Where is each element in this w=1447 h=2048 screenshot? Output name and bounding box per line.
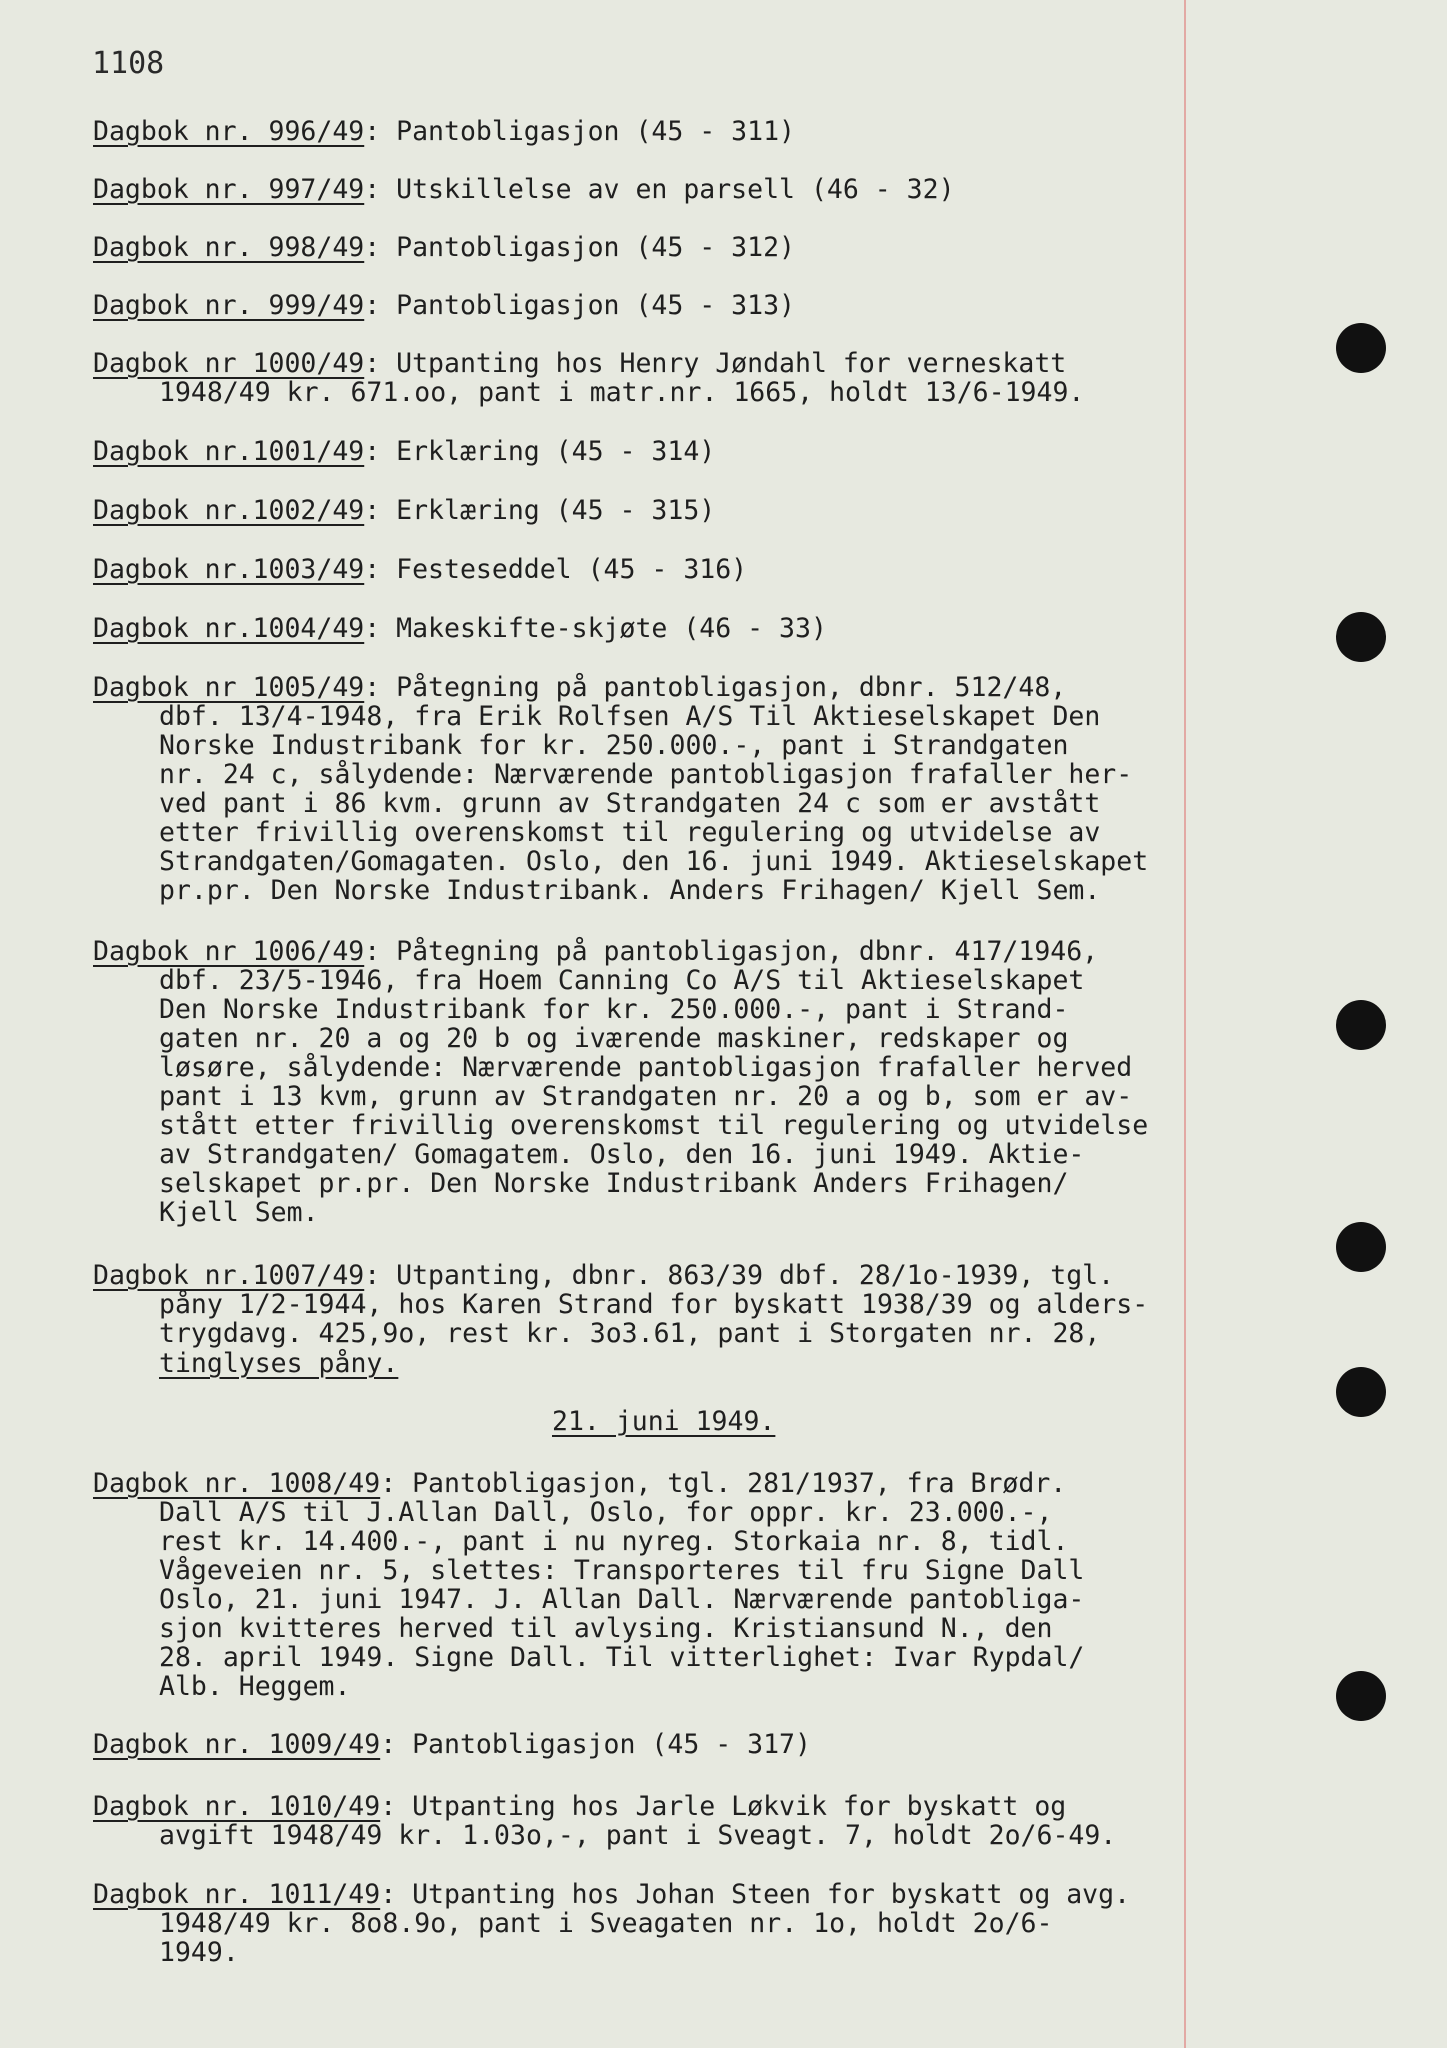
journal-entry bbox=[93, 1730, 1223, 1759]
entry-text: tinglyses pånу. bbox=[159, 1348, 399, 1379]
entry-ref: Dagbok nr. 997/49 bbox=[93, 174, 365, 205]
entry-ref: Dagbok nr.1002/49 bbox=[93, 495, 365, 526]
entry-text: Norske Industribank for kr. 250.000.-, pant i Strandgaten bbox=[159, 730, 1069, 761]
entry-text: : Festeseddel (45 - 316) bbox=[364, 554, 748, 585]
entry-text: dbf. 23/5-1946, fra Hoem Canning Co A/S til Aktieselskapet bbox=[159, 965, 1085, 996]
entry-text: : Erklæring (45 - 315) bbox=[364, 495, 716, 526]
entry-text: Vågeveien nr. 5, slettes: Transporteres til fru Signe Dall bbox=[159, 1555, 1085, 1586]
journal-entry bbox=[93, 614, 1223, 643]
entry-ref: Dagbok nr.1001/49 bbox=[93, 436, 365, 467]
entry-text: : Makeskifte-skjøte (46 - 33) bbox=[364, 613, 827, 644]
entry-text: Strandgaten/Gomagaten. Oslo, den 16. juni 1949. Aktieselskapet bbox=[159, 846, 1149, 877]
punch-hole-6 bbox=[1336, 1671, 1386, 1721]
entry-text: : Utpanting hos Henry Jøndahl for verneskatt bbox=[364, 348, 1067, 379]
entry-text: Kjell Sem. bbox=[159, 1197, 319, 1228]
journal-entry bbox=[93, 937, 1223, 1227]
journal-entry bbox=[93, 349, 1223, 407]
journal-entry bbox=[93, 1469, 1223, 1701]
entry-text: avgift 1948/49 kr. 1.03o,-, pant i Sveagt. 7, holdt 2o/6-49. bbox=[159, 1820, 1117, 1851]
entry-text: Oslo, 21. juni 1947. J. Allan Dall. Nærværende pantobliga- bbox=[159, 1584, 1085, 1615]
entry-text: nr. 24 c, sålydende: Nærværende pantobligasjon frafaller her- bbox=[159, 759, 1133, 790]
entry-text: etter frivillig overenskomst til regulering og utvidelse av bbox=[159, 817, 1101, 848]
journal-entry bbox=[93, 233, 1223, 262]
entry-text: : Utpanting hos Johan Steen for byskatt og avg. bbox=[380, 1879, 1131, 1910]
entry-text: 1949. bbox=[159, 1937, 239, 1968]
entry-ref: Dagbok nr. 998/49 bbox=[93, 232, 365, 263]
entry-text: : Påtegning på pantobligasjon, dbnr. 417/1946, bbox=[364, 936, 1099, 967]
entry-text: 1948/49 kr. 671.oo, pant i matr.nr. 1665, holdt 13/6-1949. bbox=[159, 377, 1085, 408]
entry-ref: Dagbok nr.1003/49 bbox=[93, 554, 365, 585]
entry-text: 28. april 1949. Signe Dall. Til vitterlighet: Ivar Rypdal/ bbox=[159, 1642, 1085, 1673]
entry-text: : Erklæring (45 - 314) bbox=[364, 436, 716, 467]
entry-text: selskapet pr.pr. Den Norske Industribank Anders Frihagen/ bbox=[159, 1168, 1069, 1199]
date-heading: 21. juni 1949. bbox=[552, 1406, 776, 1437]
entry-ref: Dagbok nr 1006/49 bbox=[93, 936, 365, 967]
entry-text: : Pantobligasjon (45 - 311) bbox=[364, 116, 796, 147]
punch-hole-5 bbox=[1336, 1367, 1386, 1417]
journal-entry bbox=[93, 1261, 1223, 1379]
journal-entry bbox=[93, 1792, 1223, 1850]
entry-text: trygdavg. 425,9o, rest kr. 3o3.61, pant i Storgaten nr. 28, bbox=[159, 1318, 1101, 1349]
entry-text: rest kr. 14.400.-, pant i nu nyreg. Storkaia nr. 8, tidl. bbox=[159, 1526, 1069, 1557]
journal-entry bbox=[93, 291, 1223, 320]
entry-text: 1948/49 kr. 8o8.9o, pant i Sveagaten nr. 1o, holdt 2o/6- bbox=[159, 1908, 1053, 1939]
entry-text: Dall A/S til J.Allan Dall, Oslo, for oppr. kr. 23.000.-, bbox=[159, 1497, 1053, 1528]
entry-text: gaten nr. 20 a og 20 b og iværende maskiner, redskaper og bbox=[159, 1023, 1069, 1054]
entry-text: : Pantobligasjon, tgl. 281/1937, fra Brødr. bbox=[380, 1468, 1067, 1499]
entry-ref: Dagbok nr 1005/49 bbox=[93, 672, 365, 703]
entry-text: : Utpanting, dbnr. 863/39 dbf. 28/1o-1939, tgl. bbox=[364, 1260, 1115, 1291]
journal-entry bbox=[93, 496, 1223, 525]
journal-entry bbox=[93, 673, 1223, 905]
entry-ref: Dagbok nr.1004/49 bbox=[93, 613, 365, 644]
entry-text: stått etter frivillig overenskomst til regulering og utvidelse bbox=[159, 1110, 1149, 1141]
punch-hole-2 bbox=[1336, 612, 1386, 662]
entry-ref: Dagbok nr. 996/49 bbox=[93, 116, 365, 147]
entry-text: pant i 13 kvm, grunn av Strandgaten nr. 20 a og b, som er av- bbox=[159, 1081, 1133, 1112]
entry-text: pånу 1/2-1944, hos Karen Strand for byskatt 1938/39 og alders- bbox=[159, 1289, 1149, 1320]
entry-text: av Strandgaten/ Gomagatem. Oslo, den 16. juni 1949. Aktie- bbox=[159, 1139, 1085, 1170]
entry-text: sjon kvitteres herved til avlysing. Kristiansund N., den bbox=[159, 1613, 1053, 1644]
entry-ref: Dagbok nr 1000/49 bbox=[93, 348, 365, 379]
entry-text: Den Norske Industribank for kr. 250.000.-, pant i Strand- bbox=[159, 994, 1069, 1025]
entry-text: : Utskillelse av en parsell (46 - 32) bbox=[364, 174, 955, 205]
journal-entry bbox=[93, 175, 1223, 204]
entry-text: ved pant i 86 kvm. grunn av Strandgaten 24 c som er avstått bbox=[159, 788, 1101, 819]
entry-text: dbf. 13/4-1948, fra Erik Rolfsen A/S Til Aktieselskapet Den bbox=[159, 701, 1101, 732]
entry-ref: Dagbok nr.1007/49 bbox=[93, 1260, 365, 1291]
entry-text: : Pantobligasjon (45 - 312) bbox=[364, 232, 796, 263]
entry-text: : Pantobligasjon (45 - 317) bbox=[380, 1729, 811, 1760]
punch-hole-3 bbox=[1336, 1000, 1386, 1050]
journal-entry bbox=[93, 1880, 1223, 1967]
punch-hole-4 bbox=[1336, 1222, 1386, 1272]
entry-text: : Utpanting hos Jarle Løkvik for byskatt og bbox=[380, 1791, 1067, 1822]
entry-ref: Dagbok nr. 1010/49 bbox=[93, 1791, 381, 1822]
entry-ref: Dagbok nr. 1011/49 bbox=[93, 1879, 381, 1910]
journal-entry bbox=[93, 437, 1223, 466]
entry-ref: Dagbok nr. 1008/49 bbox=[93, 1468, 381, 1499]
punch-hole-1 bbox=[1336, 323, 1386, 373]
journal-entry bbox=[93, 555, 1223, 584]
entry-text: : Pantobligasjon (45 - 313) bbox=[364, 290, 796, 321]
entry-ref: Dagbok nr. 1009/49 bbox=[93, 1729, 381, 1760]
entry-ref: Dagbok nr. 999/49 bbox=[93, 290, 365, 321]
entry-text: pr.pr. Den Norske Industribank. Anders Frihagen/ Kjell Sem. bbox=[159, 875, 1101, 906]
journal-entry bbox=[93, 117, 1223, 146]
entry-text: Alb. Heggem. bbox=[159, 1671, 351, 1702]
entry-text: : Påtegning på pantobligasjon, dbnr. 512/48, bbox=[364, 672, 1067, 703]
entry-text: løsøre, sålydende: Nærværende pantobligasjon frafaller herved bbox=[159, 1052, 1133, 1083]
page-number: 1108 bbox=[92, 46, 165, 81]
